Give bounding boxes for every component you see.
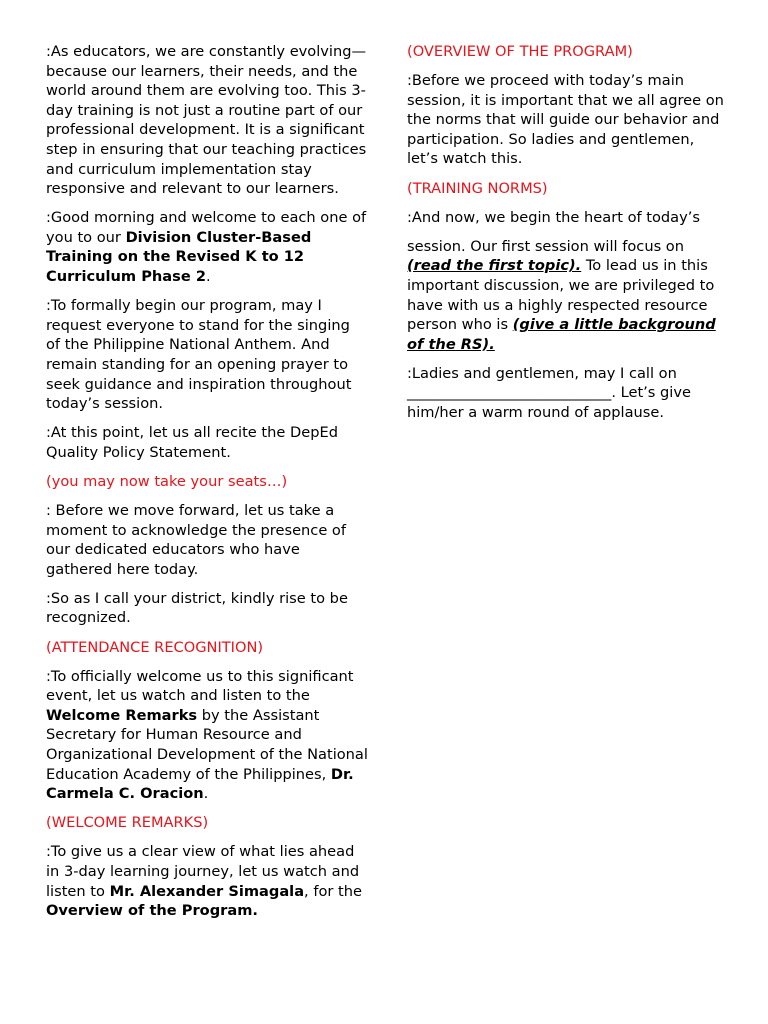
remarks-text-b: by the Assistant Secretary for Human Resource and Organizational Development of the National Education Academy of the Philippines, bbox=[46, 706, 368, 783]
paragraph-call-speaker bbox=[407, 364, 725, 423]
speaker-name-oracion: Dr. Carmela C. Oracion bbox=[46, 765, 354, 803]
paragraph-heart-session: :And now, we begin the heart of today’s bbox=[407, 208, 701, 226]
training-title: Division Cluster-Based Training on the Revised K to 12 Curriculum Phase 2 bbox=[46, 228, 312, 286]
paragraph-quality-policy: :At this point, let us all recite the DepEd Quality Policy Statement. bbox=[46, 424, 338, 461]
paragraph-acknowledge: : Before we move forward, let us take a moment to acknowledge the presence of our dedicated educators who have gathered here today. bbox=[46, 501, 346, 578]
cue-attendance-recognition: (ATTENDANCE RECOGNITION) bbox=[46, 638, 264, 656]
paragraph-overview-intro bbox=[46, 842, 368, 920]
paragraph-norms: :Before we proceed with today’s main session, it is important that we all agree on the norms that will guide our behavior and participation. So ladies and gentlemen, let’s watch this. bbox=[407, 72, 724, 168]
remarks-period: . bbox=[203, 785, 209, 803]
paragraph-training-intro: :As educators, we are constantly evolving—because our learners, their needs, and the world around them are evolving too. This 3-day training is not just a routine part of our professional development. It is a significant step in ensuring that our teaching practices and curriculum implementation stay responsive and relevant to our learners. bbox=[46, 43, 367, 198]
welcome-period: . bbox=[205, 268, 211, 286]
session-text-a: session. Our first session will focus on bbox=[407, 237, 684, 255]
remarks-text-a: :To officially welcome us to this significant event, let us watch and listen to the bbox=[46, 667, 354, 705]
call-text-b: . Let’s give him/her a warm round of applause. bbox=[407, 384, 691, 421]
overview-text-b: , for the bbox=[304, 882, 362, 900]
paragraph-district-call: :So as I call your district, kindly rise to be recognized. bbox=[46, 589, 348, 627]
paragraph-national-anthem: :To formally begin our program, may I request everyone to stand for the singing of the Philippine National Anthem. And remain standing for an opening prayer to seek guidance and inspiration throughout today’s session. bbox=[46, 297, 352, 413]
session-text-b: To lead us in this important discussion, we are privileged to have with us a highly respected resource person who is bbox=[407, 257, 715, 334]
paragraph-first-session bbox=[407, 237, 725, 355]
paragraph-welcome bbox=[46, 208, 368, 286]
speaker-name-simagala: Mr. Alexander Simagala bbox=[109, 882, 305, 900]
overview-text-a: :To give us a clear view of what lies ahead in 3-day learning journey, let us watch and listen to bbox=[46, 843, 360, 900]
paragraph-welcome-remarks-intro bbox=[46, 667, 368, 804]
first-topic-placeholder: (read the first topic). bbox=[407, 257, 582, 275]
welcome-text: :Good morning and welcome to each one of you to our bbox=[46, 209, 367, 246]
cue-training-norms: (TRAINING NORMS) bbox=[407, 179, 548, 197]
overview-label: Overview of the Program. bbox=[46, 902, 258, 920]
right-column bbox=[407, 42, 725, 432]
cue-overview-program: (OVERVIEW OF THE PROGRAM) bbox=[407, 43, 633, 60]
welcome-remarks-label: Welcome Remarks bbox=[46, 706, 198, 724]
call-text-a: :Ladies and gentlemen, may I call on bbox=[407, 364, 677, 382]
cue-welcome-remarks: (WELCOME REMARKS) bbox=[46, 814, 209, 832]
left-column bbox=[46, 42, 368, 930]
cue-take-seats: (you may now take your seats…) bbox=[46, 472, 288, 490]
rs-background-placeholder: (give a little background of the RS). bbox=[407, 316, 716, 353]
speaker-name-blank: ____________________________ bbox=[407, 384, 612, 402]
